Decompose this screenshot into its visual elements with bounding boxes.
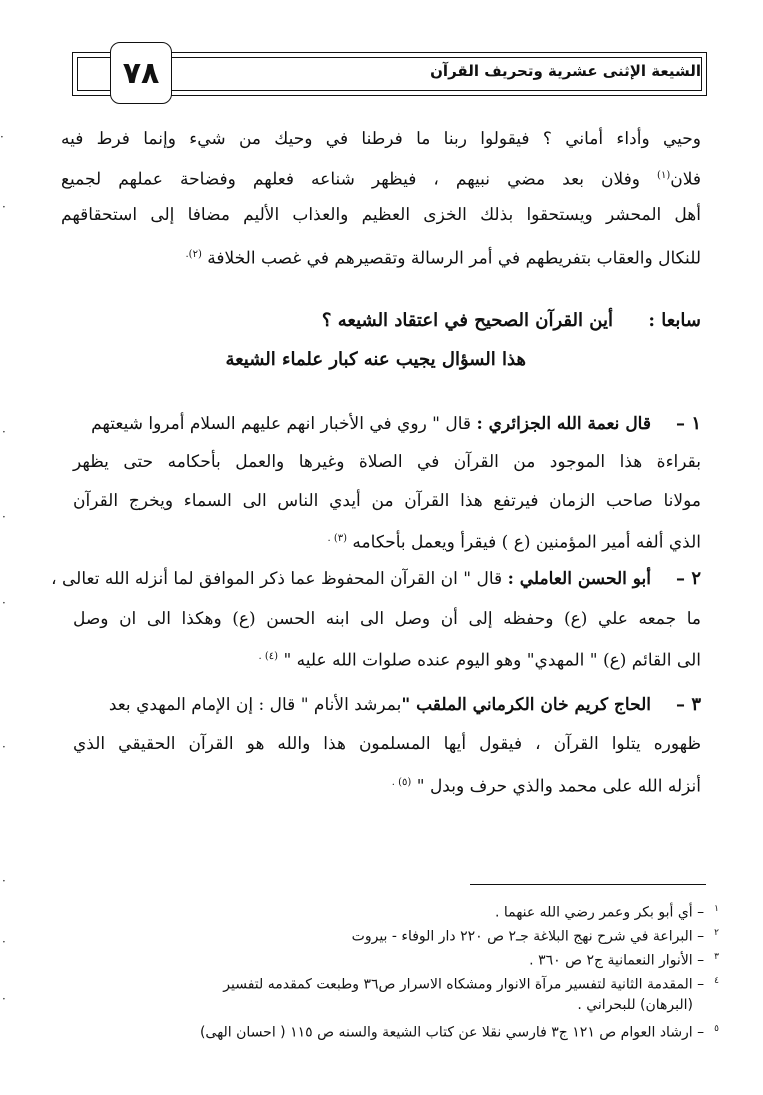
item-number: ٢ – <box>676 568 701 589</box>
item-text: قال " روي في الأخبار انهم عليهم السلام أمروا شيعتهم <box>91 414 472 434</box>
footnote <box>529 948 719 970</box>
item-line <box>327 528 701 554</box>
footnote <box>223 972 719 994</box>
footnote <box>495 900 719 922</box>
item-line: بقراءة هذا الموجود من القرآن في الصلاة وغيرها والعمل بأحكامه حتى يظهر <box>73 452 701 472</box>
item-line <box>51 568 651 590</box>
footnote-number: ٢ <box>714 928 719 938</box>
footnote-text: – المقدمة الثانية لتفسير مرآة الانوار ومشكاه الاسرار ص٣٦ وطبعت كمقدمه لتفسير <box>223 976 705 993</box>
section-title: أين القرآن الصحيح في اعتقاد الشيعه ؟ <box>321 310 613 331</box>
item-line: ظهوره يتلوا القرآن ، فيقول أيها المسلمون هذا والله هو القرآن الحقيقي الذي <box>73 734 701 754</box>
footnote-number: ٤ <box>714 976 719 986</box>
scholar-name: أبو الحسن العاملي : <box>507 569 651 589</box>
item-text: الى القائم (ع) " المهدي" وهو اليوم عنده صلوات الله عليه " <box>278 650 701 671</box>
footnote-number: ١ <box>714 904 719 914</box>
footnote-divider <box>470 884 706 885</box>
footnote-text: – ارشاد العوام ص ١٢١ ج٣ فارسي نقلا عن كتاب الشيعة والسنه ص ١١٥ ( احسان الهى) <box>199 1024 705 1041</box>
paragraph-line: أهل المحشر ويستحقوا بذلك الخزى العظيم والعذاب الأليم مضافا إلى استحقاقهم <box>61 205 701 225</box>
running-title: الشيعة الإثنى عشرية وتحريف القرآن <box>430 62 701 80</box>
scan-speck: · <box>2 510 6 524</box>
scan-speck: · <box>2 425 6 439</box>
paragraph-text: فلان <box>670 169 701 190</box>
paragraph-line: وحيي وأداء أماني ؟ فيقولوا ربنا ما فرطنا في وحيك من شيء وإنما فرط فيه <box>61 129 701 149</box>
footnote-text: (البرهان) للبحراني . <box>577 997 693 1013</box>
footnote <box>577 996 693 1014</box>
paragraph-line <box>61 165 701 191</box>
scholar-name: قال نعمة الله الجزائري : <box>476 414 651 434</box>
item-text: أنزله الله على محمد والذي حرف وبدل " <box>411 776 701 797</box>
item-line <box>259 646 702 672</box>
footnote-ref: (١) <box>657 170 671 181</box>
item-line <box>392 772 701 798</box>
item-text: الذي ألفه أمير المؤمنين (ع ) فيقرأ ويعمل بأحكامه <box>347 532 701 553</box>
item-line: مولانا صاحب الزمان فيرتفع هذا القرآن من أيدي الناس الى السماء ويخرج القرآن <box>73 491 701 511</box>
page-number: ٧٨ <box>110 42 172 104</box>
footnote <box>352 924 719 946</box>
footnote-ref: (٥) . <box>391 777 412 788</box>
section-subtitle: هذا السؤال يجيب عنه كبار علماء الشيعة <box>225 349 526 370</box>
item-number: ٣ – <box>676 694 701 715</box>
footnote-ref: (٢). <box>185 249 202 260</box>
paragraph-text: للنكال والعقاب بتفريطهم في أمر الرسالة وتقصيرهم في غصب الخلافة <box>207 248 701 269</box>
scan-speck: · <box>2 740 6 754</box>
paragraph-text: وفلان بعد مضي نبيهم ، فيظهر شناعه فعلهم وفضاحة عملهم لجميع <box>61 169 658 190</box>
scan-speck: · <box>2 874 6 888</box>
scan-speck: · <box>2 992 6 1006</box>
scan-speck: · <box>2 200 6 214</box>
item-line <box>91 413 651 435</box>
scholar-name: الحاج كريم خان الكرماني الملقب " <box>401 695 651 715</box>
item-number: ١ – <box>676 413 701 434</box>
section-label: سابعا : <box>648 310 701 331</box>
footnote-number: ٥ <box>714 1024 719 1034</box>
scan-speck: · <box>2 935 6 949</box>
footnote <box>200 1020 719 1042</box>
footnote-ref: (٣) . <box>327 533 348 544</box>
item-text: بمرشد الأنام " قال : إن الإمام المهدي بعد <box>108 695 402 715</box>
item-line <box>109 694 651 716</box>
item-text: قال " ان القرآن المحفوظ عما ذكر الموافق لما أنزله الله تعالى ، <box>51 569 503 589</box>
paragraph-line <box>186 244 702 270</box>
item-line: ما جمعه علي (ع) وحفظه إلى أن وصل الى ابنه الحسن (ع) وهكذا الى ان وصل <box>73 609 701 629</box>
footnote-text: – البراعة في شرح نهج البلاغة جـ٢ ص ٢٢٠ دار الوفاء - بيروت <box>351 928 705 945</box>
scan-speck: · <box>0 130 4 144</box>
scan-speck: · <box>2 596 6 610</box>
footnote-text: – الأنوار النعمانية ج٢ ص ٣٦٠ . <box>529 952 705 969</box>
footnote-ref: (٤) . <box>258 651 279 662</box>
footnote-text: – أي أبو بكر وعمر رضي الله عنهما . <box>494 904 705 921</box>
footnote-number: ٣ <box>714 952 719 962</box>
